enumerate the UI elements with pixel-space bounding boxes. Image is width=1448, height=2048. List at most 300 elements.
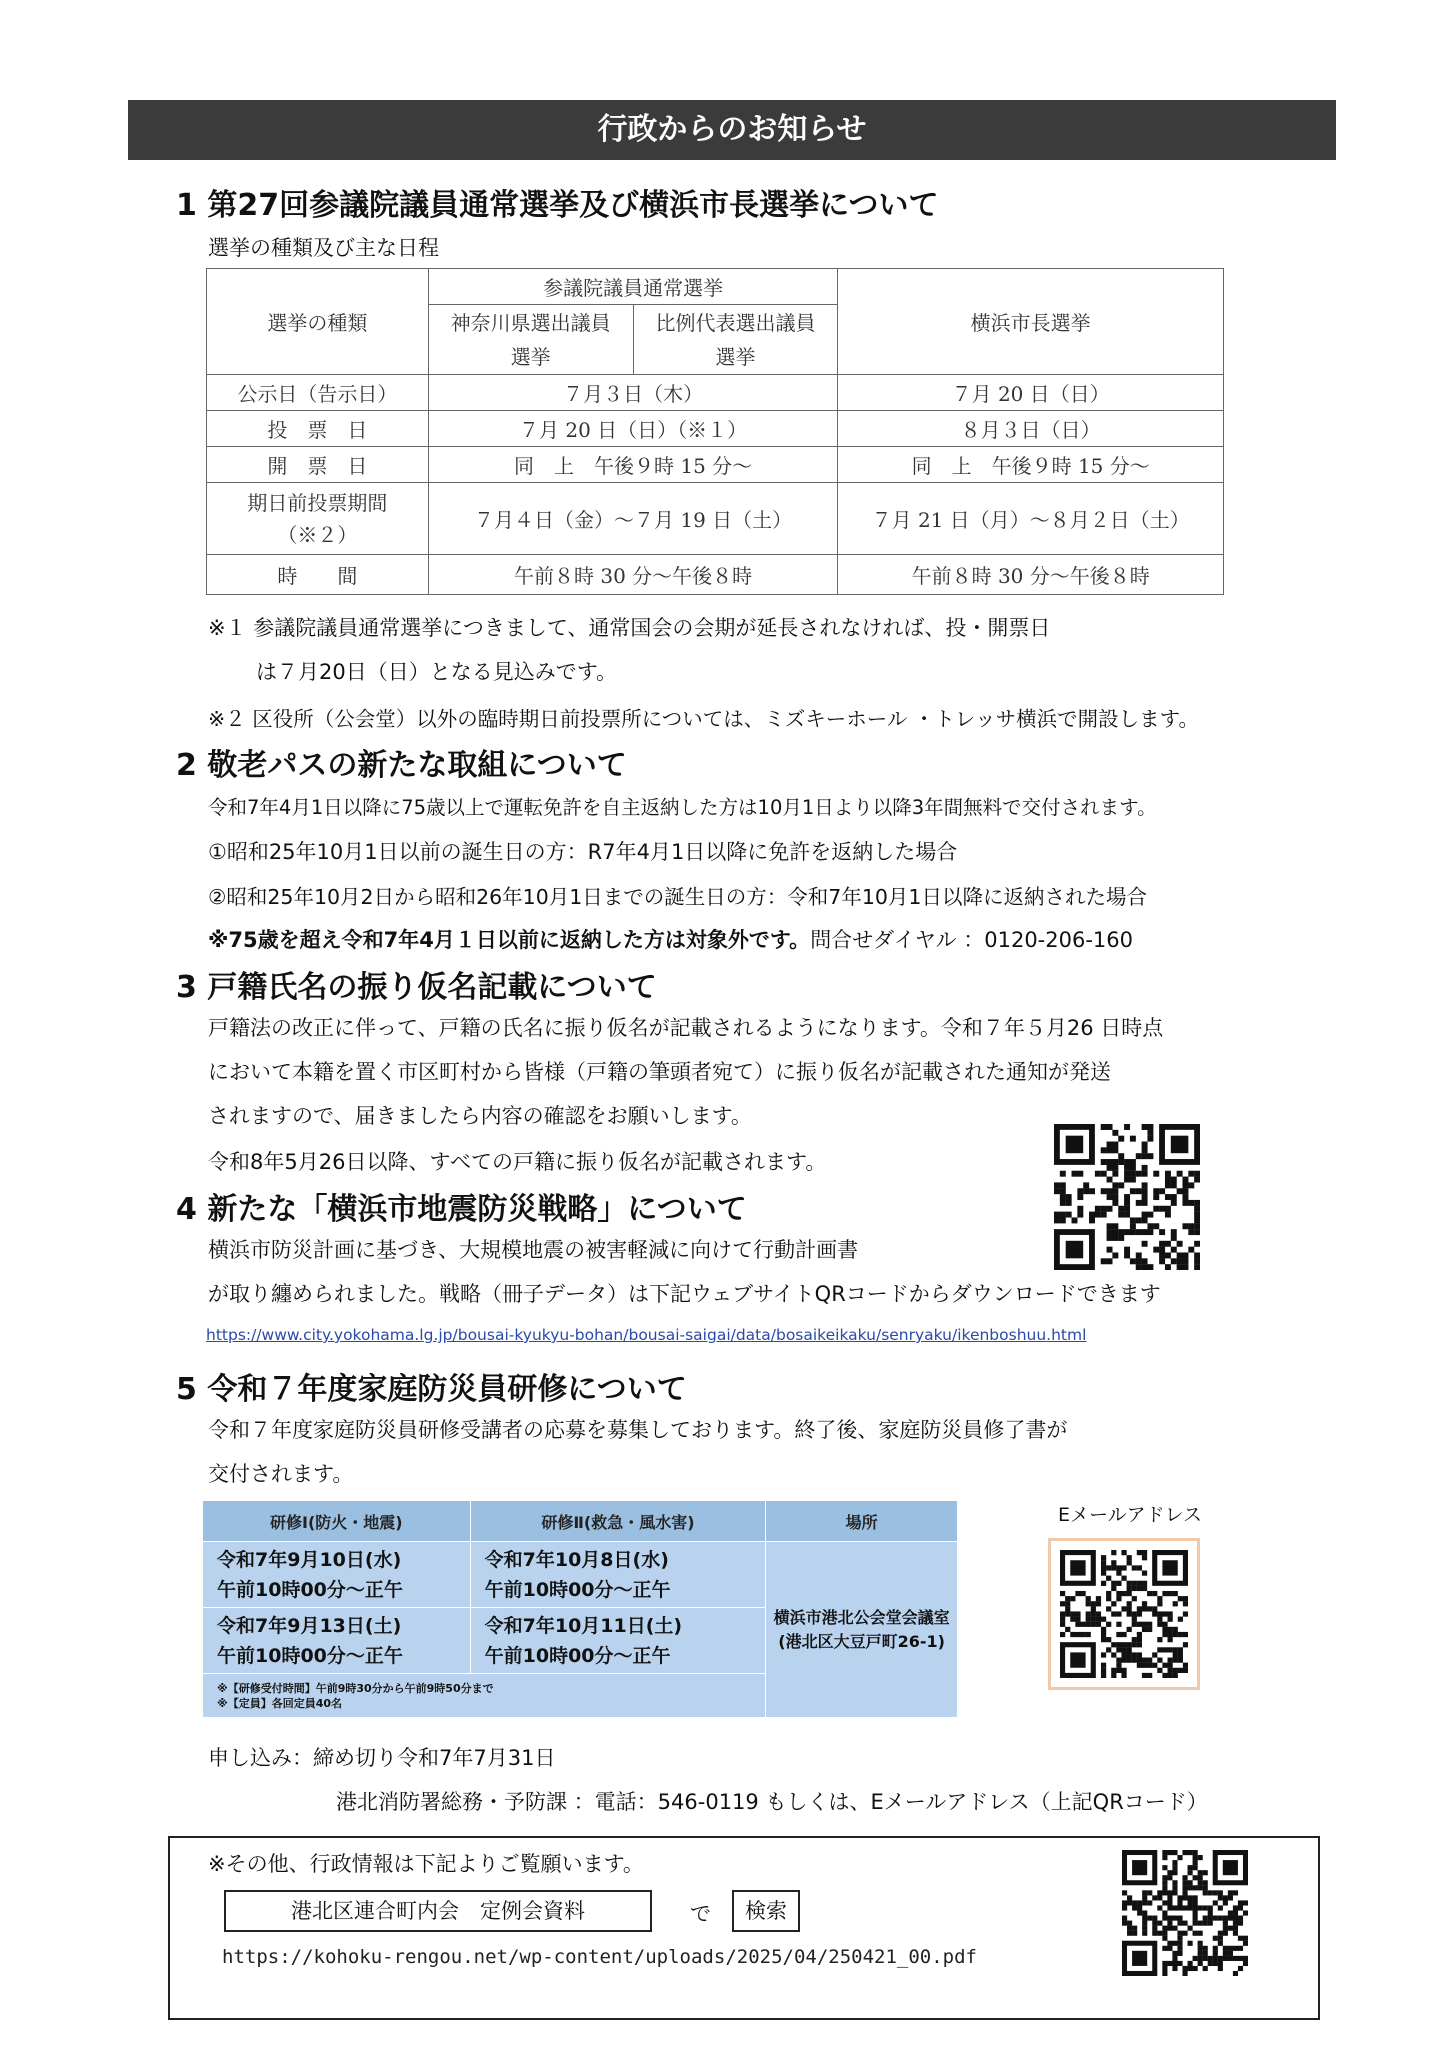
- qr-module: [1112, 1182, 1118, 1188]
- training-cell: [203, 1608, 471, 1674]
- qr-module: [1159, 1206, 1165, 1212]
- qr-module: [1223, 1951, 1228, 1956]
- qr-module: [1233, 1946, 1238, 1951]
- qr-module: [1101, 1673, 1106, 1678]
- qr-module: [1142, 1165, 1148, 1171]
- qr-module: [1167, 1870, 1172, 1875]
- qr-module: [1193, 1900, 1198, 1905]
- qr-module: [1243, 1941, 1248, 1946]
- qr-module: [1054, 1188, 1060, 1194]
- qr-module: [1223, 1931, 1228, 1936]
- qr-module: [1089, 1188, 1095, 1194]
- qr-module: [1162, 1865, 1167, 1870]
- qr-module: [1116, 1668, 1121, 1673]
- qr-module: [1177, 1855, 1182, 1860]
- qr-module: [1130, 1258, 1136, 1264]
- qr-module: [1188, 1865, 1193, 1870]
- qr-module: [1194, 1177, 1200, 1183]
- qr-module: [1228, 1956, 1233, 1961]
- qr-module: [1194, 1229, 1200, 1235]
- qr-module: [1116, 1565, 1121, 1570]
- qr-module: [1132, 1900, 1137, 1905]
- qr-module: [1238, 1946, 1243, 1951]
- qr-module: [1083, 1188, 1089, 1194]
- section-2-title: 2 敬老パスの新たな取組について: [176, 748, 627, 783]
- qr-module: [1075, 1622, 1080, 1627]
- qr-module: [1238, 1905, 1243, 1910]
- qr-module: [1132, 1581, 1137, 1586]
- qr-module: [1137, 1663, 1142, 1668]
- qr-module: [1203, 1916, 1208, 1921]
- qr-module: [1162, 1875, 1167, 1880]
- qr-module: [1137, 1581, 1142, 1586]
- qr-module: [1213, 1916, 1218, 1921]
- qr-module: [1142, 1916, 1147, 1921]
- qr-module: [1213, 1890, 1218, 1895]
- training-place-name: 横浜市港北公会堂会議室: [773, 1607, 950, 1627]
- qr-module: [1118, 1235, 1124, 1241]
- qr-module: [1086, 1611, 1091, 1616]
- qr-module: [1130, 1188, 1136, 1194]
- qr-module: [1130, 1229, 1136, 1235]
- qr-module: [1172, 1850, 1177, 1855]
- qr-module: [1193, 1916, 1198, 1921]
- qr-module: [1153, 1188, 1159, 1194]
- qr-module: [1193, 1860, 1198, 1865]
- section-4-title: 4 新たな「横浜市地震防災戦略」について: [176, 1192, 747, 1227]
- application-deadline: 申し込み：締め切り令和7年7月31日: [208, 1746, 556, 1770]
- qr-module: [1112, 1142, 1118, 1148]
- qr-module: [1188, 1961, 1193, 1966]
- qr-module: [1188, 1926, 1193, 1931]
- qr-module: [1111, 1550, 1116, 1555]
- qr-module: [1152, 1663, 1157, 1668]
- training-cell: [470, 1542, 766, 1608]
- qr-module: [1095, 1212, 1101, 1218]
- qr-module: [1194, 1206, 1200, 1212]
- qr-module: [1167, 1850, 1172, 1855]
- qr-code-email[interactable]: [1060, 1550, 1188, 1678]
- qr-module: [1106, 1591, 1111, 1596]
- qr-module: [1065, 1606, 1070, 1611]
- training-time: 午前10時00分～正午: [484, 1644, 671, 1667]
- qr-module: [1233, 1905, 1238, 1910]
- note-1a: ※１ 参議院議員通常選挙につきまして、通常国会の会期が延長されなければ、投・開票日: [208, 616, 1051, 640]
- qr-module: [1132, 1596, 1137, 1601]
- qr-module: [1106, 1622, 1111, 1627]
- qr-module: [1182, 1850, 1187, 1855]
- qr-module: [1182, 1188, 1188, 1194]
- qr-module: [1136, 1188, 1142, 1194]
- qr-module: [1118, 1182, 1124, 1188]
- qr-module: [1101, 1570, 1106, 1575]
- qr-module: [1111, 1601, 1116, 1606]
- qr-module: [1142, 1601, 1147, 1606]
- qr-module: [1188, 1200, 1194, 1206]
- qr-module: [1142, 1200, 1148, 1206]
- qr-module: [1198, 1941, 1203, 1946]
- qr-module: [1157, 1905, 1162, 1910]
- qr-module: [1153, 1171, 1159, 1177]
- qr-module: [1168, 1637, 1173, 1642]
- qr-module: [1124, 1177, 1130, 1183]
- qr-module: [1193, 1966, 1198, 1971]
- qr-module: [1165, 1182, 1171, 1188]
- bosai-line-2: が取り纏められました。戦略（冊子データ）は下記ウェブサイトQRコードからダウンロードできます: [208, 1282, 1161, 1306]
- qr-module: [1167, 1926, 1172, 1931]
- qr-module: [1137, 1652, 1142, 1657]
- qr-module: [1152, 1895, 1157, 1900]
- qr-module: [1107, 1188, 1113, 1194]
- qr-module: [1075, 1591, 1080, 1596]
- qr-module: [1178, 1658, 1183, 1663]
- qr-module: [1147, 1663, 1152, 1668]
- qr-module: [1182, 1880, 1187, 1885]
- qr-module: [1218, 1890, 1223, 1895]
- training-schedule-table: [202, 1500, 958, 1718]
- qr-module: [1162, 1591, 1167, 1596]
- qr-module: [1168, 1611, 1173, 1616]
- qr-module: [1127, 1931, 1132, 1936]
- qr-module: [1198, 1875, 1203, 1880]
- qr-module: [1112, 1200, 1118, 1206]
- election-schedule-table: [206, 268, 1224, 595]
- qr-module: [1142, 1900, 1147, 1905]
- qr-module: [1070, 1596, 1075, 1601]
- qr-module: [1167, 1946, 1172, 1951]
- qr-module: [1162, 1632, 1167, 1637]
- qr-module: [1218, 1895, 1223, 1900]
- qr-module: [1167, 1916, 1172, 1921]
- qr-module: [1162, 1926, 1167, 1931]
- qr-module: [1162, 1663, 1167, 1668]
- training-place-address: (港北区大豆戸町26-1): [778, 1631, 945, 1651]
- qr-module: [1178, 1596, 1183, 1601]
- qr-module: [1223, 1956, 1228, 1961]
- qr-module: [1142, 1570, 1147, 1575]
- qr-module: [1162, 1850, 1167, 1855]
- qr-module: [1183, 1632, 1188, 1637]
- qr-module: [1142, 1188, 1148, 1194]
- qr-module: [1213, 1956, 1218, 1961]
- qr-module: [1101, 1258, 1107, 1264]
- qr-module: [1137, 1622, 1142, 1627]
- section-1-title: 1 第27回参議院議員通常選挙及び横浜市長選挙について: [176, 188, 939, 223]
- qr-module: [1070, 1611, 1075, 1616]
- qr-module: [1203, 1870, 1208, 1875]
- qr-module: [1198, 1885, 1203, 1890]
- training-time: 午前10時00分～正午: [484, 1578, 671, 1601]
- qr-module: [1203, 1890, 1208, 1895]
- qr-module: [1101, 1206, 1107, 1212]
- qr-module: [1122, 1921, 1127, 1926]
- qr-module: [1152, 1652, 1157, 1657]
- qr-module: [1182, 1921, 1187, 1926]
- qr-module: [1136, 1252, 1142, 1258]
- qr-module: [1188, 1850, 1193, 1855]
- qr-module: [1112, 1252, 1118, 1258]
- qr-module: [1101, 1212, 1107, 1218]
- qr-module: [1228, 1951, 1233, 1956]
- koseki-line-2: において本籍を置く市区町村から皆様（戸籍の筆頭者宛て）に振り仮名が記載された通知が発送: [208, 1060, 1111, 1084]
- qr-module: [1243, 1956, 1248, 1961]
- qr-module: [1167, 1921, 1172, 1926]
- qr-module: [1165, 1171, 1171, 1177]
- qr-module: [1233, 1956, 1238, 1961]
- qr-module: [1228, 1910, 1233, 1915]
- qr-module: [1118, 1229, 1124, 1235]
- qr-module: [1193, 1905, 1198, 1910]
- qr-module: [1077, 1171, 1083, 1177]
- qr-module: [1182, 1200, 1188, 1206]
- qr-module: [1162, 1627, 1167, 1632]
- qr-module: [1132, 1905, 1137, 1910]
- qr-module: [1182, 1895, 1187, 1900]
- qr-module: [1203, 1885, 1208, 1890]
- qr-module: [1183, 1668, 1188, 1673]
- qr-module: [1194, 1200, 1200, 1206]
- qr-module: [1122, 1916, 1127, 1921]
- qr-module: [1112, 1194, 1118, 1200]
- qr-module: [1101, 1637, 1106, 1642]
- qr-module: [1218, 1936, 1223, 1941]
- qr-module: [1173, 1647, 1178, 1652]
- qr-module: [1142, 1673, 1147, 1678]
- qr-module: [1233, 1921, 1238, 1926]
- qr-module: [1167, 1941, 1172, 1946]
- qr-module: [1136, 1171, 1142, 1177]
- section-1-subtitle: 選挙の種類及び主な日程: [208, 236, 439, 260]
- qr-module: [1208, 1890, 1213, 1895]
- qr-module: [1183, 1596, 1188, 1601]
- qr-module: [1159, 1252, 1165, 1258]
- qr-module: [1106, 1596, 1111, 1601]
- qr-module: [1165, 1252, 1171, 1258]
- qr-module: [1096, 1622, 1101, 1627]
- qr-module: [1228, 1926, 1233, 1931]
- qr-module: [1107, 1159, 1113, 1165]
- qr-module: [1198, 1880, 1203, 1885]
- qr-module: [1060, 1611, 1065, 1616]
- katei-bosai-line-1: 令和７年度家庭防災員研修受講者の応募を募集しております。終了後、家庭防災員修了書が: [208, 1418, 1068, 1442]
- qr-module: [1116, 1647, 1121, 1652]
- qr-finder-center: [1066, 1136, 1084, 1154]
- qr-module: [1107, 1206, 1113, 1212]
- section-3-title: 3 戸籍氏名の振り仮名記載について: [176, 970, 657, 1005]
- qr-module: [1124, 1159, 1130, 1165]
- qr-module: [1127, 1652, 1132, 1657]
- qr-module: [1147, 1153, 1153, 1159]
- search-button[interactable]: 検索: [732, 1890, 800, 1932]
- qr-module: [1162, 1961, 1167, 1966]
- qr-module: [1157, 1637, 1162, 1642]
- qr-module: [1065, 1596, 1070, 1601]
- qr-module: [1198, 1951, 1203, 1956]
- qr-module: [1162, 1880, 1167, 1885]
- qr-module: [1142, 1142, 1148, 1148]
- qr-module: [1203, 1946, 1208, 1951]
- qr-module: [1101, 1159, 1107, 1165]
- qr-module: [1177, 1895, 1182, 1900]
- qr-module: [1127, 1926, 1132, 1931]
- qr-module: [1112, 1229, 1118, 1235]
- qr-module: [1171, 1258, 1177, 1264]
- qr-module: [1121, 1606, 1126, 1611]
- qr-module: [1171, 1177, 1177, 1183]
- qr-module: [1178, 1668, 1183, 1673]
- table-cell: ７月４日（金）～７月 19 日（土）: [428, 483, 838, 555]
- qr-module: [1159, 1188, 1165, 1194]
- qr-module: [1101, 1171, 1107, 1177]
- qr-module: [1127, 1900, 1132, 1905]
- qr-module: [1132, 1617, 1137, 1622]
- qr-module: [1182, 1971, 1187, 1976]
- qr-module: [1127, 1601, 1132, 1606]
- qr-module: [1168, 1663, 1173, 1668]
- qr-finder-center: [1171, 1136, 1189, 1154]
- qr-module: [1077, 1188, 1083, 1194]
- bosai-line-1: 横浜市防災計画に基づき、大規模地震の被害軽減に向けて行動計画書: [208, 1238, 859, 1262]
- qr-module: [1060, 1188, 1066, 1194]
- qr-module: [1173, 1632, 1178, 1637]
- qr-module: [1130, 1217, 1136, 1223]
- table-header-hirei: 比例代表選出議員 選挙: [633, 305, 838, 375]
- qr-module: [1173, 1668, 1178, 1673]
- qr-module: [1153, 1194, 1159, 1200]
- qr-module: [1065, 1601, 1070, 1606]
- qr-module: [1121, 1642, 1126, 1647]
- koseki-line-4: 令和8年5月26日以降、すべての戸籍に振り仮名が記載されます。: [208, 1150, 827, 1174]
- qr-module: [1177, 1921, 1182, 1926]
- table-cell: ７月 20 日（日）（※１）: [428, 411, 838, 447]
- qr-module: [1243, 1936, 1248, 1941]
- qr-module: [1193, 1855, 1198, 1860]
- section-5-title: 5 令和７年度家庭防災員研修について: [176, 1372, 687, 1407]
- footer-de: で: [690, 1902, 711, 1926]
- qr-finder-center: [1223, 1860, 1238, 1875]
- qr-module: [1233, 1926, 1238, 1931]
- qr-module: [1130, 1159, 1136, 1165]
- qr-module: [1060, 1171, 1066, 1177]
- table-row-label: 公示日（告示日）: [207, 375, 429, 411]
- qr-module: [1136, 1153, 1142, 1159]
- qr-module: [1132, 1622, 1137, 1627]
- qr-module: [1107, 1177, 1113, 1183]
- qr-module: [1132, 1611, 1137, 1616]
- qr-module: [1136, 1258, 1142, 1264]
- qr-module: [1066, 1194, 1072, 1200]
- search-term-box[interactable]: 港北区連合町内会 定例会資料: [224, 1890, 652, 1932]
- qr-module: [1111, 1652, 1116, 1657]
- qr-module: [1203, 1956, 1208, 1961]
- qr-module: [1188, 1229, 1194, 1235]
- qr-module: [1080, 1622, 1085, 1627]
- qr-module: [1136, 1217, 1142, 1223]
- qr-module: [1173, 1601, 1178, 1606]
- footer-url[interactable]: https://kohoku-rengou.net/wp-content/uploads/2025/04/250421_00.pdf: [222, 1946, 977, 1968]
- qr-module: [1142, 1606, 1147, 1611]
- qr-module: [1080, 1591, 1085, 1596]
- qr-module: [1121, 1550, 1126, 1555]
- qr-module: [1130, 1171, 1136, 1177]
- qr-module: [1168, 1647, 1173, 1652]
- qr-module: [1096, 1617, 1101, 1622]
- qr-module: [1106, 1606, 1111, 1611]
- qr-module: [1193, 1875, 1198, 1880]
- qr-module: [1127, 1611, 1132, 1616]
- qr-module: [1203, 1880, 1208, 1885]
- qr-module: [1157, 1622, 1162, 1627]
- qr-module: [1157, 1658, 1162, 1663]
- qr-module: [1121, 1591, 1126, 1596]
- qr-module: [1208, 1956, 1213, 1961]
- qr-module: [1172, 1890, 1177, 1895]
- qr-module: [1127, 1647, 1132, 1652]
- qr-module: [1157, 1596, 1162, 1601]
- qr-code-rengou[interactable]: [1122, 1850, 1248, 1976]
- qr-module: [1162, 1885, 1167, 1890]
- qr-module: [1122, 1900, 1127, 1905]
- qr-module: [1124, 1252, 1130, 1258]
- qr-module: [1132, 1658, 1137, 1663]
- qr-module: [1106, 1576, 1111, 1581]
- keiro-pass-contact: 問合せダイヤル ：0120-206-160: [810, 928, 1133, 952]
- qr-module: [1203, 1966, 1208, 1971]
- qr-module: [1142, 1581, 1147, 1586]
- qr-module: [1101, 1560, 1106, 1565]
- qr-module: [1091, 1601, 1096, 1606]
- qr-module: [1116, 1596, 1121, 1601]
- bosai-url-link[interactable]: https://www.city.yokohama.lg.jp/bousai-kyukyu-bohan/bousai-saigai/data/bosaikeikaku/senryaku/ikenboshuu.html: [206, 1326, 1087, 1344]
- qr-module: [1124, 1200, 1130, 1206]
- qr-module: [1147, 1606, 1152, 1611]
- qr-module: [1218, 1941, 1223, 1946]
- qr-module: [1152, 1931, 1157, 1936]
- qr-module: [1153, 1247, 1159, 1253]
- qr-module: [1162, 1890, 1167, 1895]
- qr-module: [1193, 1910, 1198, 1915]
- qr-module: [1124, 1165, 1130, 1171]
- qr-module: [1142, 1217, 1148, 1223]
- qr-module: [1130, 1136, 1136, 1142]
- qr-module: [1112, 1165, 1118, 1171]
- katei-bosai-line-2: 交付されます。: [208, 1462, 354, 1486]
- qr-module: [1054, 1212, 1060, 1218]
- qr-module: [1228, 1946, 1233, 1951]
- qr-module: [1198, 1931, 1203, 1936]
- qr-module: [1223, 1921, 1228, 1926]
- qr-code-bosai[interactable]: [1054, 1124, 1200, 1270]
- qr-module: [1075, 1632, 1080, 1637]
- qr-module: [1173, 1673, 1178, 1678]
- qr-module: [1147, 1900, 1152, 1905]
- qr-module: [1111, 1642, 1116, 1647]
- qr-module: [1172, 1880, 1177, 1885]
- qr-module: [1107, 1194, 1113, 1200]
- qr-module: [1172, 1865, 1177, 1870]
- qr-module: [1112, 1223, 1118, 1229]
- qr-module: [1177, 1900, 1182, 1905]
- qr-module: [1116, 1622, 1121, 1627]
- training-header-1: 研修Ⅰ(防火・地震): [203, 1501, 471, 1542]
- qr-module: [1238, 1966, 1243, 1971]
- qr-module: [1228, 1916, 1233, 1921]
- qr-module: [1132, 1637, 1137, 1642]
- qr-module: [1072, 1171, 1078, 1177]
- qr-module: [1124, 1124, 1130, 1130]
- table-row-label: 時 間: [207, 555, 429, 595]
- qr-module: [1111, 1565, 1116, 1570]
